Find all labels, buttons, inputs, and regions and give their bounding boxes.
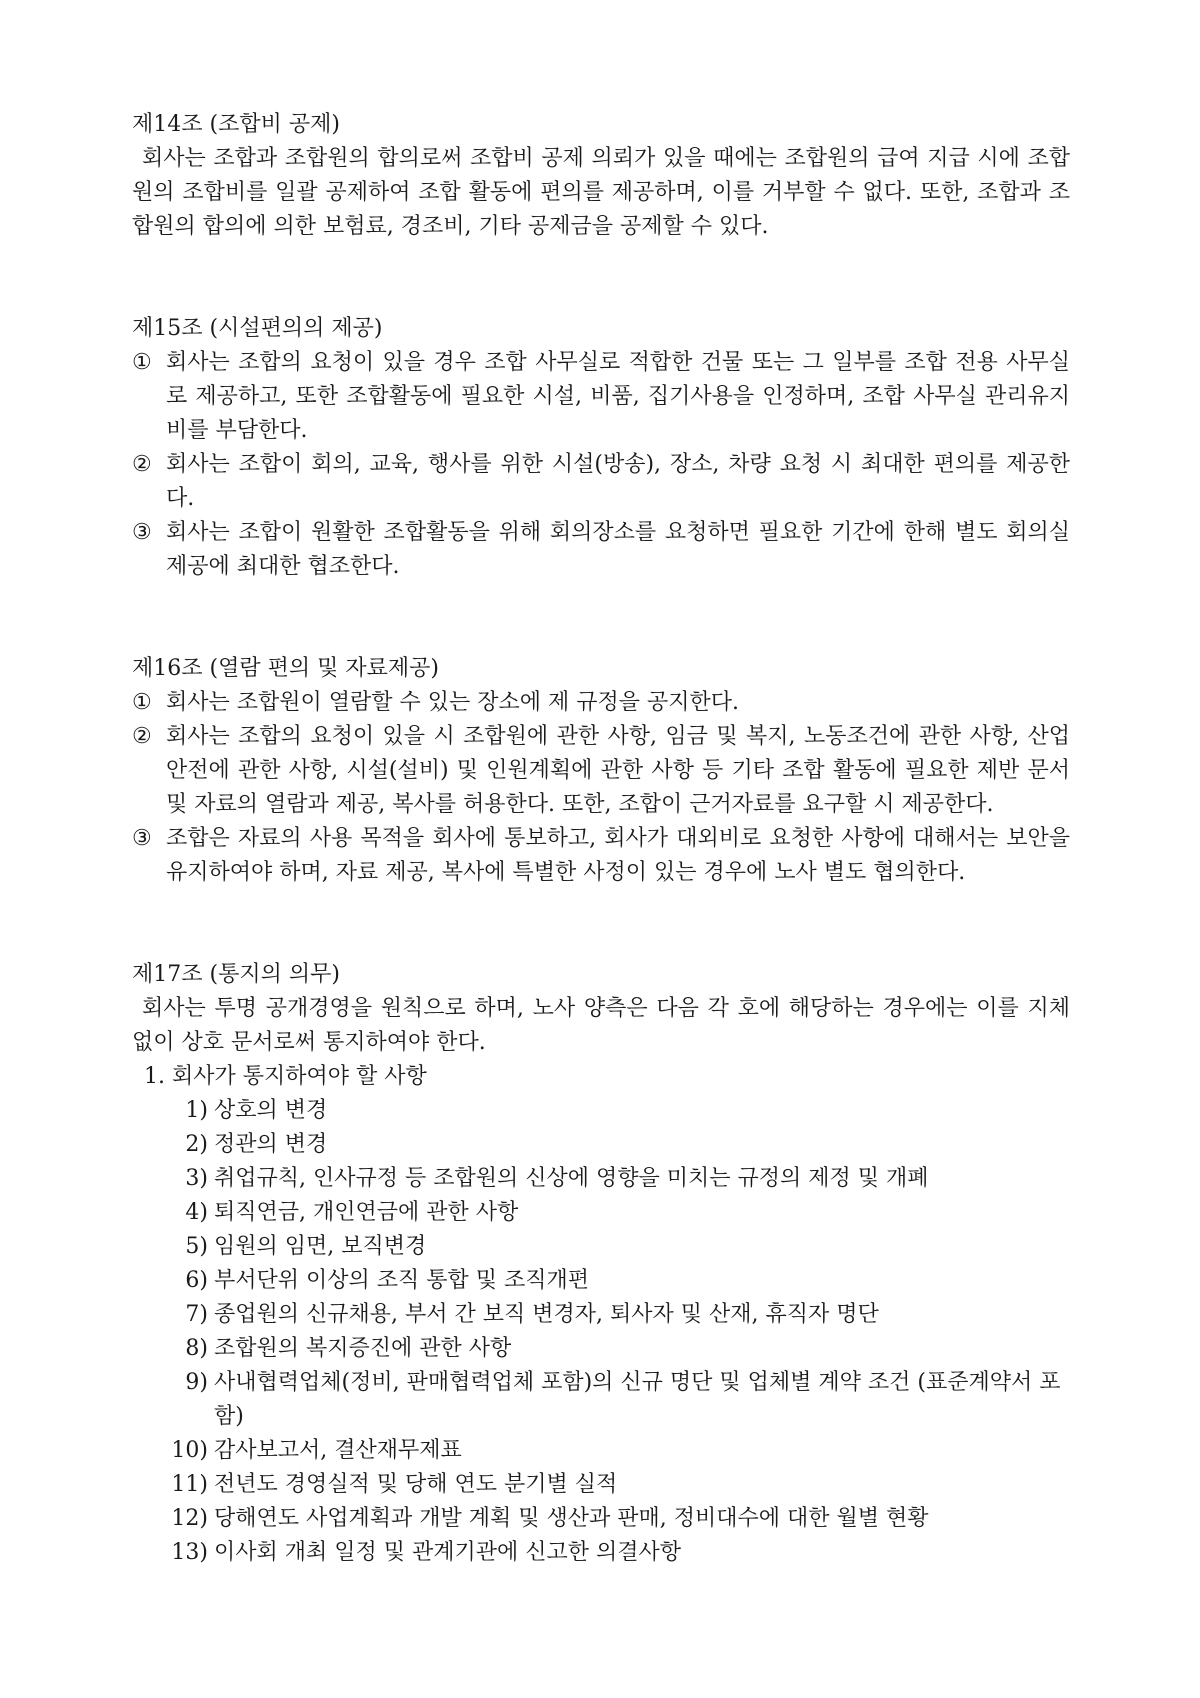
list-item: [132, 1468, 1070, 1502]
article-title: 제17조 (통지의 의무): [132, 962, 340, 987]
document-page: [132, 108, 1070, 1570]
clause: [132, 686, 1070, 720]
list-item: [132, 1128, 1070, 1162]
clause: [132, 448, 1070, 516]
item-number: 9): [185, 1370, 208, 1395]
list-heading: 1. 회사가 통지하여야 할 사항: [144, 1064, 427, 1089]
item-text: 종업원의 신규채용, 부서 간 보직 변경자, 퇴사자 및 산재, 휴직자 명단: [214, 1302, 879, 1327]
item-number: 4): [185, 1200, 208, 1225]
article-title: 제15조 (시설편의의 제공): [132, 316, 383, 341]
list-item: [132, 1332, 1070, 1366]
article-title: 제14조 (조합비 공제): [132, 112, 340, 137]
clause-number: ③: [132, 826, 152, 851]
item-number: 5): [185, 1234, 208, 1259]
article-17: [132, 958, 1070, 1570]
item-number: 3): [185, 1166, 208, 1191]
list-item: [132, 1502, 1070, 1536]
article-title: 제16조 (열람 편의 및 자료제공): [132, 656, 439, 681]
item-text: 퇴직연금, 개인연금에 관한 사항: [214, 1200, 519, 1225]
clause-text: 회사는 조합원이 열람할 수 있는 장소에 제 규정을 공지한다.: [166, 690, 739, 715]
item-text: 사내협력업체(정비, 판매협력업체 포함)의 신규 명단 및 업체별 계약 조건 (표준계약서 포함): [214, 1370, 1061, 1429]
item-text: 이사회 개최 일정 및 관계기관에 신고한 의결사항: [214, 1540, 682, 1565]
list-item: [132, 1298, 1070, 1332]
article-paragraph: 회사는 투명 공개경영을 원칙으로 하며, 노사 양측은 다음 각 호에 해당하는 경우에는 이를 지체 없이 상호 문서로써 통지하여야 한다.: [132, 996, 1070, 1055]
item-text: 당해연도 사업계획과 개발 계획 및 생산과 판매, 정비대수에 대한 월별 현황: [214, 1506, 929, 1531]
item-text: 부서단위 이상의 조직 통합 및 조직개편: [214, 1268, 589, 1293]
clause: [132, 346, 1070, 448]
clause-number: ①: [132, 350, 152, 375]
item-number: 12): [171, 1506, 208, 1531]
clause-text: 회사는 조합이 회의, 교육, 행사를 위한 시설(방송), 장소, 차량 요청 시 최대한 편의를 제공한다.: [166, 452, 1070, 511]
article-14: [132, 108, 1070, 244]
list-item: [132, 1366, 1070, 1434]
clause-text: 조합은 자료의 사용 목적을 회사에 통보하고, 회사가 대외비로 요청한 사항에 대해서는 보안을 유지하여야 하며, 자료 제공, 복사에 특별한 사정이 있는 경우에 노사 별도 협의한다.: [166, 826, 1070, 885]
list-item: [132, 1434, 1070, 1468]
list-item: [132, 1230, 1070, 1264]
item-text: 조합원의 복지증진에 관한 사항: [214, 1336, 512, 1361]
article-paragraph: 회사는 조합과 조합원의 합의로써 조합비 공제 의뢰가 있을 때에는 조합원의 급여 지급 시에 조합원의 조합비를 일괄 공제하여 조합 활동에 편의를 제공하며, 이를 거부할 수 없다. 또한, 조합과 조합원의 합의에 의한 보험료, 경조비, 기타 공제금을 공제할 수 있다.: [132, 146, 1070, 239]
item-number: 1): [185, 1098, 208, 1123]
clause: [132, 822, 1070, 890]
item-number: 8): [185, 1336, 208, 1361]
item-number: 2): [185, 1132, 208, 1157]
clause-number: ③: [132, 520, 152, 545]
item-text: 감사보고서, 결산재무제표: [214, 1438, 462, 1463]
item-number: 11): [171, 1472, 208, 1497]
item-text: 정관의 변경: [214, 1132, 328, 1157]
list-item: [132, 1094, 1070, 1128]
item-number: 10): [171, 1438, 208, 1463]
clause-number: ①: [132, 690, 152, 715]
item-number: 7): [185, 1302, 208, 1327]
item-text: 전년도 경영실적 및 당해 연도 분기별 실적: [214, 1472, 618, 1497]
list-item: [132, 1162, 1070, 1196]
list-item: [132, 1536, 1070, 1570]
list-item: [132, 1196, 1070, 1230]
clause-text: 회사는 조합이 원활한 조합활동을 위해 회의장소를 요청하면 필요한 기간에 한해 별도 회의실 제공에 최대한 협조한다.: [166, 520, 1070, 579]
article-16: [132, 652, 1070, 890]
item-number: 6): [185, 1268, 208, 1293]
clause-text: 회사는 조합의 요청이 있을 시 조합원에 관한 사항, 임금 및 복지, 노동조건에 관한 사항, 산업안전에 관한 사항, 시설(설비) 및 인원계획에 관한 사항 등 기타 조합 활동에 필요한 제반 문서 및 자료의 열람과 제공, 복사를 허용한다. 또한, 조합이 근거자료를 요구할 시 제공한다.: [166, 724, 1070, 817]
clause: [132, 720, 1070, 822]
clause-number: ②: [132, 452, 152, 477]
item-text: 취업규칙, 인사규정 등 조합원의 신상에 영향을 미치는 규정의 제정 및 개폐: [214, 1166, 929, 1191]
clause: [132, 516, 1070, 584]
article-15: [132, 312, 1070, 584]
item-text: 상호의 변경: [214, 1098, 328, 1123]
clause-text: 회사는 조합의 요청이 있을 경우 조합 사무실로 적합한 건물 또는 그 일부를 조합 전용 사무실로 제공하고, 또한 조합활동에 필요한 시설, 비품, 집기사용을 인정하며, 조합 사무실 관리유지비를 부담한다.: [166, 350, 1070, 443]
item-text: 임원의 임면, 보직변경: [214, 1234, 427, 1259]
clause-number: ②: [132, 724, 152, 749]
list-item: [132, 1264, 1070, 1298]
item-number: 13): [171, 1540, 208, 1565]
